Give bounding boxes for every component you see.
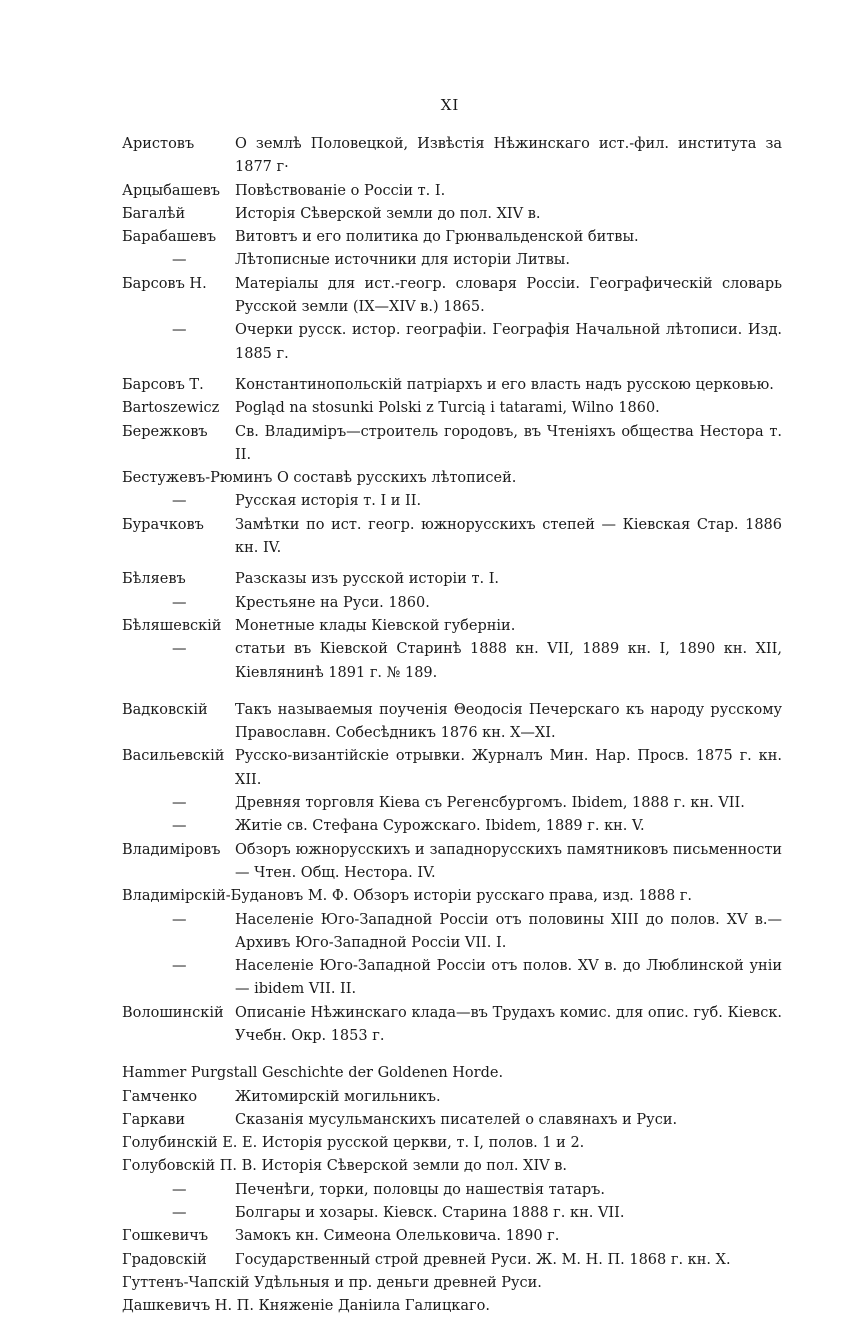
bib-entry-text: Бестужевъ-Рюминъ О составѣ русскихъ лѣтописей. [122, 470, 517, 487]
bib-author: Гаркави [122, 1111, 186, 1128]
bib-entry [122, 909, 782, 956]
bib-author: Вадковскій [122, 701, 208, 718]
bib-author: Гошкевичъ [122, 1228, 209, 1245]
bib-entry [122, 226, 782, 249]
bib-entry-text: Дашкевичъ Н. П. Княженіе Даніила Галицкаго. [122, 1298, 490, 1315]
bib-entry [122, 273, 782, 320]
bib-entry [122, 1002, 782, 1049]
bib-author: Бѣляшевскій [122, 617, 222, 634]
bib-title: Витовтъ и его политика до Грюнвальденской битвы. [235, 229, 639, 246]
bib-author: Барсовъ Н. [122, 275, 207, 292]
bib-entry [122, 1086, 782, 1109]
bib-author-dash: — [172, 641, 187, 658]
bib-entry [122, 615, 782, 638]
bib-author: Барабашевъ [122, 229, 217, 246]
bib-entry [122, 1272, 782, 1295]
bib-author: Гамченко [122, 1088, 198, 1105]
bib-title: Pogląd na stosunki Polski z Turcią i tatarami, Wilno 1860. [235, 400, 660, 417]
bib-entry [122, 319, 782, 366]
bib-author-dash: — [172, 322, 187, 339]
bib-title: статьи въ Кіевской Старинѣ 1888 кн. VII, 1889 кн. I, 1890 кн. XII, Кіевлянинѣ 1891 г. № 189. [235, 641, 782, 681]
bib-title: Житомирскій могильникъ. [235, 1088, 441, 1105]
bib-title: Русская исторія т. I и II. [235, 493, 422, 510]
bib-title: Житіе св. Стефана Сурожскаго. Ibidem, 1889 г. кн. V. [235, 818, 645, 835]
bib-title: Замѣтки по ист. геогр. южнорусскихъ степей — Кіевская Стар. 1886 кн. IV. [235, 516, 782, 557]
bib-entry-text: Голубинскій Е. Е. Исторія русской церкви, т. I, полов. 1 и 2. [122, 1135, 585, 1152]
bib-author-dash: — [172, 252, 187, 269]
bib-entry [122, 249, 782, 272]
bib-entry-text: Hammer Purgstall Geschichte der Goldenen Horde. [122, 1065, 504, 1082]
bib-author-dash: — [172, 795, 187, 812]
bib-title: Исторія Сѣверской земли до пол. XIV в. [235, 205, 541, 222]
bib-title: Св. Владиміръ—строитель городовъ, въ Чтеніяхъ общества Нестора т. II. [235, 423, 782, 463]
bib-title: Населеніе Юго-Западной Россіи отъ полов. XV в. до Люблинской уніи— ibidem VII. II. [235, 958, 782, 998]
bib-entry [122, 180, 782, 203]
bib-author-dash: — [172, 911, 187, 928]
bib-entry [122, 1249, 782, 1272]
bib-author: Аристовъ [122, 136, 195, 152]
bib-author-dash: — [172, 594, 187, 611]
bib-entry-text: Владимірскій-Будановъ М. Ф. Обзоръ исторіи русскаго права, изд. 1888 г. [122, 888, 693, 905]
bib-title: Константинопольскій патріархъ и его власть надъ русскою церковью. [235, 376, 774, 393]
bib-entry [122, 1202, 782, 1225]
bib-author-dash: — [172, 818, 187, 835]
bib-title: Матеріалы для ист.-геогр. словаря Россіи. Географическій словарь Русской земли (IX—XIV в.) 1865. [235, 275, 782, 316]
bib-title: Древняя торговля Кіева съ Регенсбургомъ. Ibidem, 1888 г. кн. VII. [235, 795, 745, 812]
bib-entry [122, 514, 782, 561]
bib-author: Владиміровъ [122, 841, 221, 858]
bib-author-dash: — [172, 1181, 187, 1198]
bib-title: Русско-византійскіе отрывки. Журналъ Мин. Нар. Просв. 1875 г. кн. XII. [235, 748, 782, 788]
bib-entry-text: Гуттенъ-Чапскій Удѣльныя и пр. деньги древней Руси. [122, 1274, 542, 1291]
bib-title: Описаніе Нѣжинскаго клада—въ Трудахъ комис. для опис. губ. Кіевск. Учебн. Окр. 1853 г. [235, 1004, 782, 1044]
bib-title: Повѣствованіе о Россіи т. I. [235, 182, 446, 199]
bib-entry [122, 467, 782, 490]
bib-title: О землѣ Половецкой, Извѣстія Нѣжинскаго ист.-фил. института за 1877 г· [235, 136, 782, 176]
bib-entry [122, 1132, 782, 1155]
bib-title: Очерки русск. истор. географіи. Географія Начальной лѣтописи. Изд. 1885 г. [235, 322, 782, 362]
bib-entry [122, 374, 782, 397]
bib-entry [122, 745, 782, 792]
bib-entry [122, 1225, 782, 1248]
bib-title: Государственный строй древней Руси. Ж. М. Н. П. 1868 г. кн. X. [235, 1251, 731, 1268]
bib-entry [122, 955, 782, 1002]
bib-title: Печенѣги, торки, половцы до нашествія татаръ. [235, 1181, 606, 1198]
bib-title: Лѣтописные источники для исторіи Литвы. [235, 252, 570, 269]
page-number: XI [440, 96, 460, 114]
bib-author: Васильевскій [122, 748, 225, 765]
bib-author: Волошинскій [122, 1004, 224, 1021]
bib-entry [122, 638, 782, 685]
bib-title: Обзоръ южнорусскихъ и западнорусскихъ памятниковъ письменности — Чтен. Общ. Нестора. IV. [235, 841, 782, 881]
bib-author: Бережковъ [122, 423, 208, 440]
bib-title: Сказанія мусульманскихъ писателей о славянахъ и Руси. [235, 1111, 678, 1128]
bib-author-dash: — [172, 958, 187, 975]
bib-author: Арцыбашевъ [122, 182, 220, 199]
bib-title: Замокъ кн. Симеона Олельковича. 1890 г. [235, 1228, 560, 1245]
bib-entry [122, 568, 782, 591]
bib-author: Бѣляевъ [122, 571, 186, 588]
bibliography-list [122, 133, 782, 1319]
bib-entry [122, 592, 782, 615]
bib-author: Градовскій [122, 1251, 207, 1268]
bib-author: Bartoszewicz [122, 400, 220, 417]
bib-author: Багалѣй [122, 205, 186, 222]
bib-author: Барсовъ Т. [122, 376, 204, 393]
bib-entry-text: Голубовскій П. В. Исторія Сѣверской земли до пол. XIV в. [122, 1158, 568, 1175]
bib-author: Бурачковъ [122, 516, 204, 533]
bib-author-dash: — [172, 1205, 187, 1222]
bib-entry [122, 421, 782, 468]
bib-title: Крестьяне на Руси. 1860. [235, 594, 430, 611]
bib-entry [122, 490, 782, 513]
bib-entry [122, 1062, 782, 1085]
bib-title: Населеніе Юго-Западной Россіи отъ половины XIII до полов. XV в.— Архивъ Юго-Западной Россіи VII. I. [235, 911, 782, 951]
bib-title: Такъ называемыя поученія Θеодосія Печерскаго къ народу русскому Православн. Собесѣдникъ 1876 кн. X—XI. [235, 701, 782, 742]
bib-title: Разсказы изъ русской исторіи т. I. [235, 571, 500, 588]
bib-entry [122, 839, 782, 886]
bib-entry [122, 1179, 782, 1202]
bib-entry [122, 792, 782, 815]
bib-author-dash: — [172, 493, 187, 510]
bib-entry [122, 815, 782, 838]
bib-entry [122, 397, 782, 420]
bib-title: Болгары и хозары. Кіевск. Старина 1888 г. кн. VII. [235, 1205, 625, 1222]
bib-entry [122, 203, 782, 226]
bib-entry [122, 1155, 782, 1178]
bib-entry [122, 885, 782, 908]
bib-entry [122, 699, 782, 746]
bib-entry [122, 1109, 782, 1132]
bib-title: Монетные клады Кіевской губерніи. [235, 617, 516, 634]
bib-entry [122, 133, 782, 180]
